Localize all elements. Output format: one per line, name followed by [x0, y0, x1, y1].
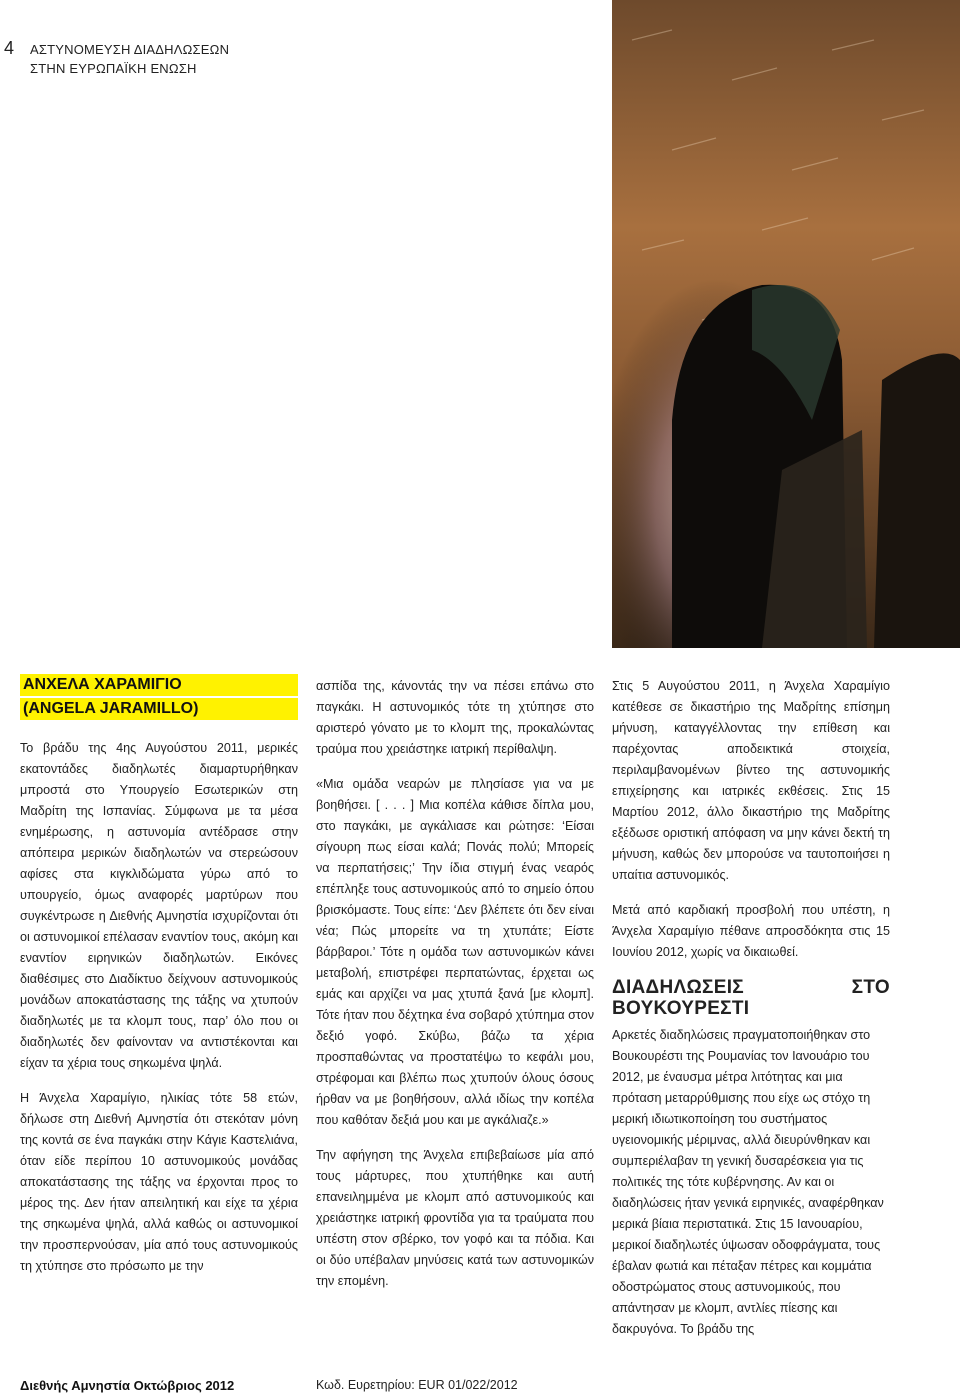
footer-index-code: Κωδ. Ευρετηρίου: EUR 01/022/2012	[316, 1378, 518, 1392]
photo-illustration	[612, 0, 960, 648]
column-3	[612, 676, 890, 1354]
running-header-line1: ΑΣΤΥΝΟΜΕΥΣΗ ΔΙΑΔΗΛΩΣΕΩΝ	[30, 42, 230, 57]
col3-paragraph-1: Στις 5 Αυγούστου 2011, η Άνχελα Χαραμίγιο κατέθεσε σε δικαστήριο της Μαδρίτης επίσημη μήνυση, καταγγέλλοντας την επίθεση και παρέχοντας αποδεικτικά στοιχεία, περιλαμβανομένων βίντεο της αστυνομικής επιχείρησης και ιατρικές εκθέσεις. Στις 15 Μαρτίου 2012, άλλο δικαστήριο της Μαδρίτης εξέδωσε οριστική απόφαση να μην κάνει δεκτή τη μήνυση, καθώς δεν μπορούσε να ταυτοποιήσει η υπαίτια αστυνομικός.	[612, 679, 890, 882]
riot-police-photo	[612, 0, 960, 648]
name-box	[20, 674, 298, 722]
running-header	[30, 40, 229, 78]
col3-paragraph-2: Μετά από καρδιακή προσβολή που υπέστη, η Άνχελα Χαραμίγιο πέθανε απροσδόκητα στις 15 Ιουνίου 2012, χωρίς να δικαιωθεί.	[612, 903, 890, 959]
col1-paragraph-1: Το βράδυ της 4ης Αυγούστου 2011, μερικές εκατοντάδες διαδηλωτές διαμαρτυρήθηκαν μπροστά στο Υπουργείο Εσωτερικών στη Μαδρίτη της Ισπανίας. Σύμφωνα με τα μέσα ενημέρωσης, η αστυνομία αντέδρασε στην απόπειρα μερικών διαδηλωτών να στερεώσουν αφίσες στα κιγκλιδώματα γύρω από το υπουργείο, όμως αναφορές μαρτύρων που συγκέντρωσε η Διεθνής Αμνηστία ισχυρίζονται ότι οι αστυνομικοί επέλασαν εναντίον τους, ακόμη και εναντίον ειρηνικών διαδηλωτών. Εικόνες διαθέσιμες στο Διαδίκτυο δείχνουν αστυνομικούς μονάδων αποκατάστασης της τάξης να χτυπούν διαδηλωτές με τα κλομπ τους, παρ’ όλο που οι διαδηλωτές δεν φαίνονταν να αντιστέκονται και είχαν τα χέρια τους σηκωμένα ψηλά.	[20, 741, 298, 1070]
column-1	[20, 738, 298, 1291]
col3-paragraph-3: Αρκετές διαδηλώσεις πραγματοποιήθηκαν στο Βουκουρέστι της Ρουμανίας τον Ιανουάριο του 2012, με έναυσμα μέτρα λιτότητας και μια πρόταση μεταρρύθμισης που είχε ως στόχο τη μερική ιδιωτικοποίηση του συστήματος υγειονομικής μέριμνας, αλλά διευρύνθηκαν και συμπεριέλαβαν τη γενική δυσαρέσκεια για τις πολιτικές της τότε κυβέρνησης. Αν και οι διαδηλώσεις ήταν γενικά ειρηνικές, αναφέρθηκαν μερικά βίαια περιστατικά. Στις 15 Ιανουαρίου, μερικοί διαδηλωτές ύψωσαν οδοφράγματα, τους έβαλαν φωτιά και πέταξαν πέτρες και κομμάτια οδοστρώματος στους αστυνομικούς, που απάντησαν με κλομπ, αντλίες πίεσης και δακρυγόνα. Το βράδυ της	[612, 1028, 884, 1336]
section-heading: ΔΙΑΔΗΛΩΣΕΙΣ ΣΤΟ ΒΟΥΚΟΥΡΕΣΤΙ	[612, 977, 890, 1019]
name-box-greek: ΑΝΧΕΛΑ ΧΑΡΑΜΙΓΙΟ	[20, 674, 298, 696]
name-box-latin: (ANGELA JARAMILLO)	[20, 698, 298, 720]
running-header-line2: ΣΤΗΝ ΕΥΡΩΠΑΪΚΗ ΕΝΩΣΗ	[30, 61, 197, 76]
column-2	[316, 676, 594, 1306]
col2-quote: «Μια ομάδα νεαρών με πλησίασε για να με βοηθήσει. [ . . . ] Μια κοπέλα κάθισε δίπλα μου, στο παγκάκι, με αγκάλιασε και ρώτησε: ‘Είσαι σίγουρη πως είσαι καλά; Πονάς πολύ; Μπορείς να περπατήσεις;’ Την ίδια στιγμή ένας νεαρός επέπληξε τους αστυνομικούς από το σημείο όπου βρισκόμαστε. Τους είπε: ‘Δεν βλέπετε ότι δεν είναι νέα; Πώς μπορείτε να τη χτυπάτε; Είστε βάρβαροι.’ Τότε η ομάδα των αστυνομικών κάνει μεταβολή, επιστρέφει περπατώντας, έρχεται ως εμάς και αρχίζει να μας χτυπά ξανά [με κλομπ]. Τότε ήταν που δέχτηκα ένα σοβαρό χτύπημα στον δεξιό γοφό. Σκύβω, βάζω τα χέρια προσπαθώντας να προστατέψω το κεφάλι μου, στρέφομαι και βλέπω πως χτυπούν όλους όσους ήρθαν να με βοηθήσουν, αλλά ιδίως την κοπέλα που καθόταν δεξιά μου και με αγκάλιαζε.»	[316, 777, 594, 1127]
col2-paragraph-3: Την αφήγηση της Άνχελα επιβεβαίωσε μία από τους μάρτυρες, που χτυπήθηκε και αυτή επανειλημμένα με κλομπ από αστυνομικούς και χρειάστηκε ιατρική φροντίδα για τα τραύματα που υπέστη στον σβέρκο, τον γοφό και τα πόδια. Και οι δύο υπέβαλαν μηνύσεις κατά των αστυνομικών την επομένη.	[316, 1148, 594, 1288]
col1-paragraph-2: Η Άνχελα Χαραμίγιο, ηλικίας τότε 58 ετών, δήλωσε στη Διεθνή Αμνηστία ότι στεκόταν μόνη της κοντά σε ένα παγκάκι στην Κάγιε Καστελιάνα, όταν είδε περίπου 10 αστυνομικούς μονάδας αποκατάστασης της τάξης να έρχονται προς το μέρος της. Δεν ήταν απειλητική και είχε τα χέρια της σηκωμένα ψηλά, αλλά καθώς οι αστυνομικοί την προσπερνούσαν, μία από τους αστυνομικούς τη χτύπησε στο πρόσωπο με την	[20, 1091, 298, 1273]
officer-silhouette	[874, 353, 960, 648]
col2-paragraph-1: ασπίδα της, κάνοντάς την να πέσει επάνω στο παγκάκι. Η αστυνομικός τότε τη χτύπησε στο αριστερό γόνατο με το κλομπ της, προκαλώντας τραύμα που χρειάστηκε ιατρική περίθαλψη.	[316, 679, 594, 756]
footer-publication: Διεθνής Αμνηστία Οκτώβριος 2012	[20, 1378, 235, 1393]
page-number: 4	[4, 38, 15, 58]
